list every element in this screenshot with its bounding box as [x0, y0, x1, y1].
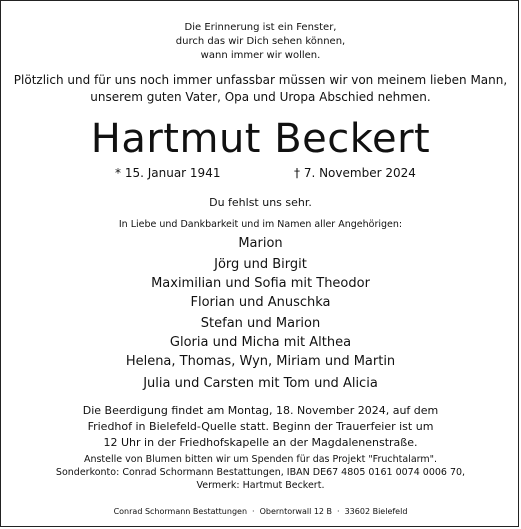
undertaker-footer: [1, 508, 520, 516]
donation-line-1: Anstelle von Blumen bitten wir um Spenden für das Projekt "Fruchtalarm".: [83, 454, 438, 465]
intro-line-2: unserem guten Vater, Opa und Uropa Abschied nehmen.: [90, 90, 431, 104]
mourner-line: Gloria und Micha mit Althea: [169, 335, 352, 350]
quote-line-2: durch das wir Dich sehen können,: [175, 36, 346, 47]
mourner-line: Jörg und Birgit: [214, 257, 307, 272]
quote-line-3: wann immer wir wollen.: [200, 50, 321, 61]
mourner-line: Florian und Anuschka: [190, 295, 331, 310]
funeral-line-1: Die Beerdigung findet am Montag, 18. November 2024, auf dem: [82, 404, 439, 417]
death-date: † 7. November 2024: [294, 166, 416, 180]
mourner-line: Stefan und Marion: [200, 316, 321, 331]
donation-line-3: Vermerk: Hartmut Beckert.: [196, 480, 325, 491]
funeral-line-3: 12 Uhr in der Friedhofskapelle an der Magdalenenstraße.: [103, 436, 418, 449]
funeral-line-2: Friedhof in Bielefeld-Quelle statt. Beginn der Trauerfeier ist um: [87, 420, 434, 433]
intro-line-1: Plötzlich und für uns noch immer unfassbar müssen wir von meinem lieben Mann,: [13, 73, 508, 87]
quote-line-1: Die Erinnerung ist ein Fenster,: [184, 22, 337, 33]
mourners-intro: In Liebe und Dankbarkeit und im Namen aller Angehörigen:: [118, 219, 403, 230]
footer-street: Oberntorwall 12 B: [259, 507, 333, 516]
mourner-line: Julia und Carsten mit Tom und Alicia: [143, 376, 378, 391]
footer-city: 33602 Bielefeld: [344, 507, 408, 516]
footer-separator: ·: [337, 507, 340, 516]
footer-company: Conrad Schormann Bestattungen: [113, 507, 248, 516]
footer-separator: ·: [252, 507, 255, 516]
miss-line: Du fehlst uns sehr.: [209, 196, 312, 209]
birth-date: * 15. Januar 1941: [115, 166, 221, 180]
deceased-name: Hartmut Beckert: [90, 116, 431, 162]
donation-line-2: Sonderkonto: Conrad Schormann Bestattungen, IBAN DE67 4805 0161 0074 0006 70,: [55, 467, 466, 478]
mourner-line: Helena, Thomas, Wyn, Miriam und Martin: [125, 354, 396, 369]
mourner-line: Marion: [238, 236, 283, 251]
mourner-line: Maximilian und Sofia mit Theodor: [151, 276, 370, 291]
